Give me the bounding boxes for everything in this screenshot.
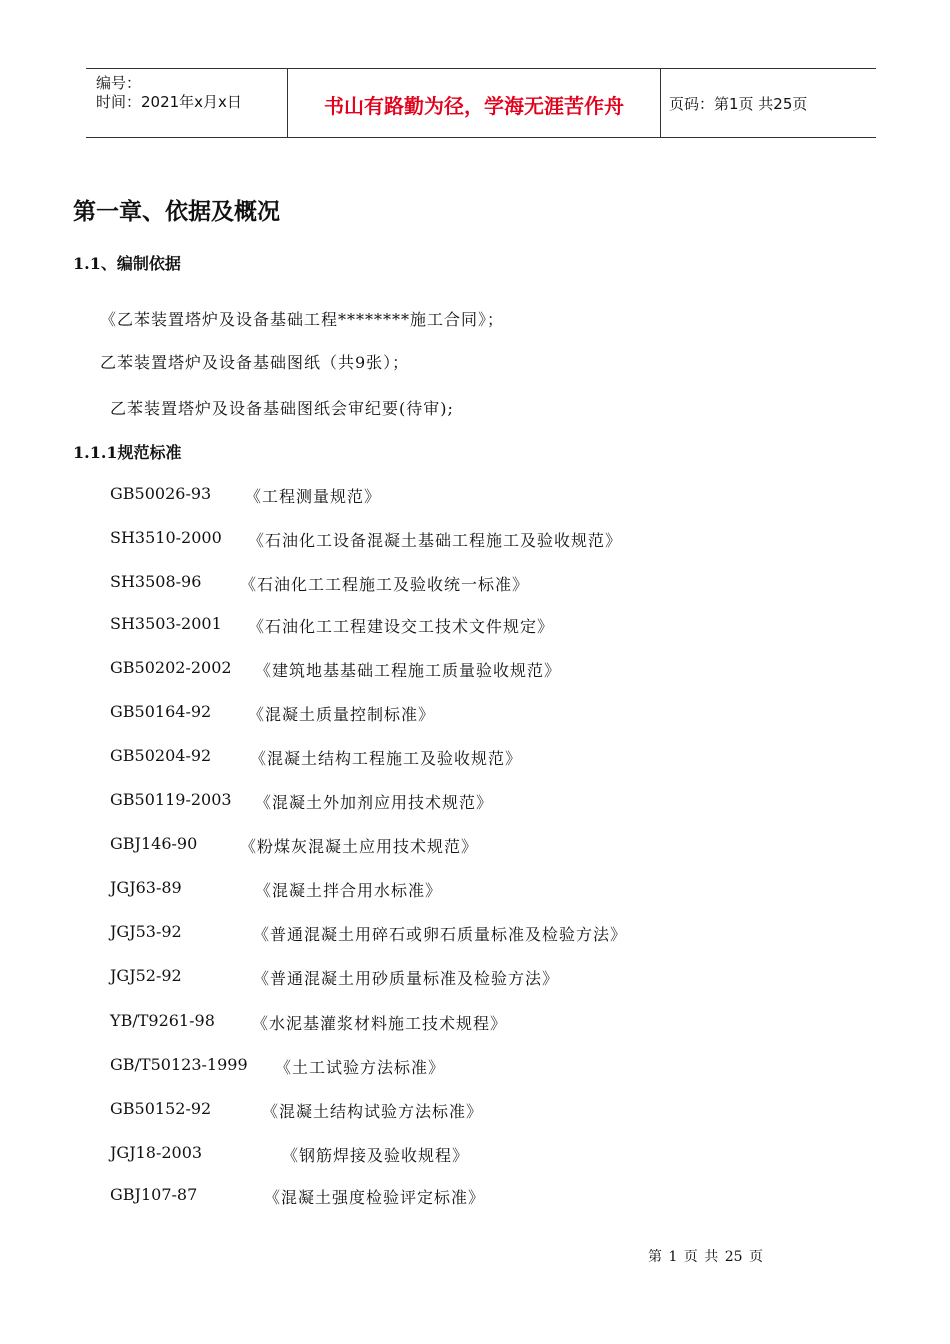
standard-name: 《粉煤灰混凝土应用技术规范》 bbox=[240, 837, 479, 856]
standard-row bbox=[0, 966, 950, 990]
standard-row bbox=[0, 1143, 950, 1167]
header-meta-cell bbox=[86, 69, 288, 137]
header-motto-cell bbox=[288, 69, 661, 137]
header-page-info: 页码：第1页 共25页 bbox=[669, 95, 808, 113]
standard-name: 《普通混凝土用砂质量标准及检验方法》 bbox=[253, 969, 560, 988]
standard-name: 《混凝土强度检验评定标准》 bbox=[264, 1188, 486, 1207]
standard-name: 《建筑地基基础工程施工质量验收规范》 bbox=[255, 661, 562, 680]
standard-row bbox=[0, 922, 950, 946]
standard-row bbox=[0, 528, 950, 552]
standard-code: GB50204-92 bbox=[110, 746, 212, 765]
standard-row bbox=[0, 1055, 950, 1079]
standard-code: JGJ53-92 bbox=[110, 922, 182, 941]
standard-code: JGJ18-2003 bbox=[110, 1143, 203, 1162]
standard-row bbox=[0, 658, 950, 682]
standard-name: 《混凝土结构工程施工及验收规范》 bbox=[250, 749, 523, 768]
standard-name: 《水泥基灌浆材料施工技术规程》 bbox=[252, 1014, 508, 1033]
header-motto: 书山有路勤为径，学海无涯苦作舟 bbox=[324, 94, 624, 118]
standard-row bbox=[0, 484, 950, 508]
standard-row bbox=[0, 702, 950, 726]
standard-row bbox=[0, 614, 950, 638]
basis-item: 乙苯装置塔炉及设备基础图纸会审纪要(待审); bbox=[110, 399, 454, 418]
standard-name: 《工程测量规范》 bbox=[245, 487, 382, 506]
doc-number-label: 编号： bbox=[96, 74, 142, 92]
chapter-title: 第一章、依据及概况 bbox=[73, 198, 280, 225]
standard-code: SH3510-2000 bbox=[110, 528, 222, 547]
standard-code: GB/T50123-1999 bbox=[110, 1055, 248, 1074]
standard-name: 《混凝土拌合用水标准》 bbox=[255, 881, 443, 900]
standard-code: GB50164-92 bbox=[110, 702, 212, 721]
standard-row bbox=[0, 746, 950, 770]
standard-name: 《石油化工工程施工及验收统一标准》 bbox=[240, 575, 530, 594]
basis-item: 《乙苯装置塔炉及设备基础工程********施工合同》； bbox=[100, 310, 505, 329]
standard-code: JGJ52-92 bbox=[110, 966, 182, 985]
standard-name: 《石油化工设备混凝土基础工程施工及验收规范》 bbox=[248, 531, 623, 550]
section-title: 1.1、编制依据 bbox=[73, 254, 181, 273]
standard-code: GB50119-2003 bbox=[110, 790, 232, 809]
standard-code: GB50026-93 bbox=[110, 484, 212, 503]
page-footer: 第 1 页 共 25 页 bbox=[648, 1249, 763, 1265]
standard-name: 《钢筋焊接及验收规程》 bbox=[282, 1146, 470, 1165]
standard-name: 《土工试验方法标准》 bbox=[275, 1058, 446, 1077]
standard-code: SH3508-96 bbox=[110, 572, 202, 591]
standard-code: GB50202-2002 bbox=[110, 658, 232, 677]
standard-name: 《普通混凝土用碎石或卵石质量标准及检验方法》 bbox=[253, 925, 628, 944]
standard-name: 《混凝土质量控制标准》 bbox=[248, 705, 436, 724]
standard-code: SH3503-2001 bbox=[110, 614, 222, 633]
header-page-cell bbox=[661, 69, 876, 137]
standard-row bbox=[0, 834, 950, 858]
page-header bbox=[86, 68, 876, 138]
basis-item: 乙苯装置塔炉及设备基础图纸（共9张）； bbox=[100, 353, 410, 372]
subsection-title: 1.1.1规范标准 bbox=[73, 443, 182, 462]
standard-row bbox=[0, 572, 950, 596]
standard-name: 《混凝土外加剂应用技术规范》 bbox=[255, 793, 494, 812]
standard-code: GBJ107-87 bbox=[110, 1185, 198, 1204]
standard-code: YB/T9261-98 bbox=[110, 1011, 215, 1030]
standard-row bbox=[0, 1011, 950, 1035]
standard-row bbox=[0, 1099, 950, 1123]
standard-name: 《混凝土结构试验方法标准》 bbox=[262, 1102, 484, 1121]
standard-row bbox=[0, 1185, 950, 1209]
standard-row bbox=[0, 878, 950, 902]
standard-name: 《石油化工工程建设交工技术文件规定》 bbox=[248, 617, 555, 636]
standard-code: GBJ146-90 bbox=[110, 834, 198, 853]
doc-time-label: 时间：2021年x月x日 bbox=[96, 93, 242, 111]
standard-row bbox=[0, 790, 950, 814]
standard-code: GB50152-92 bbox=[110, 1099, 212, 1118]
standard-code: JGJ63-89 bbox=[110, 878, 182, 897]
